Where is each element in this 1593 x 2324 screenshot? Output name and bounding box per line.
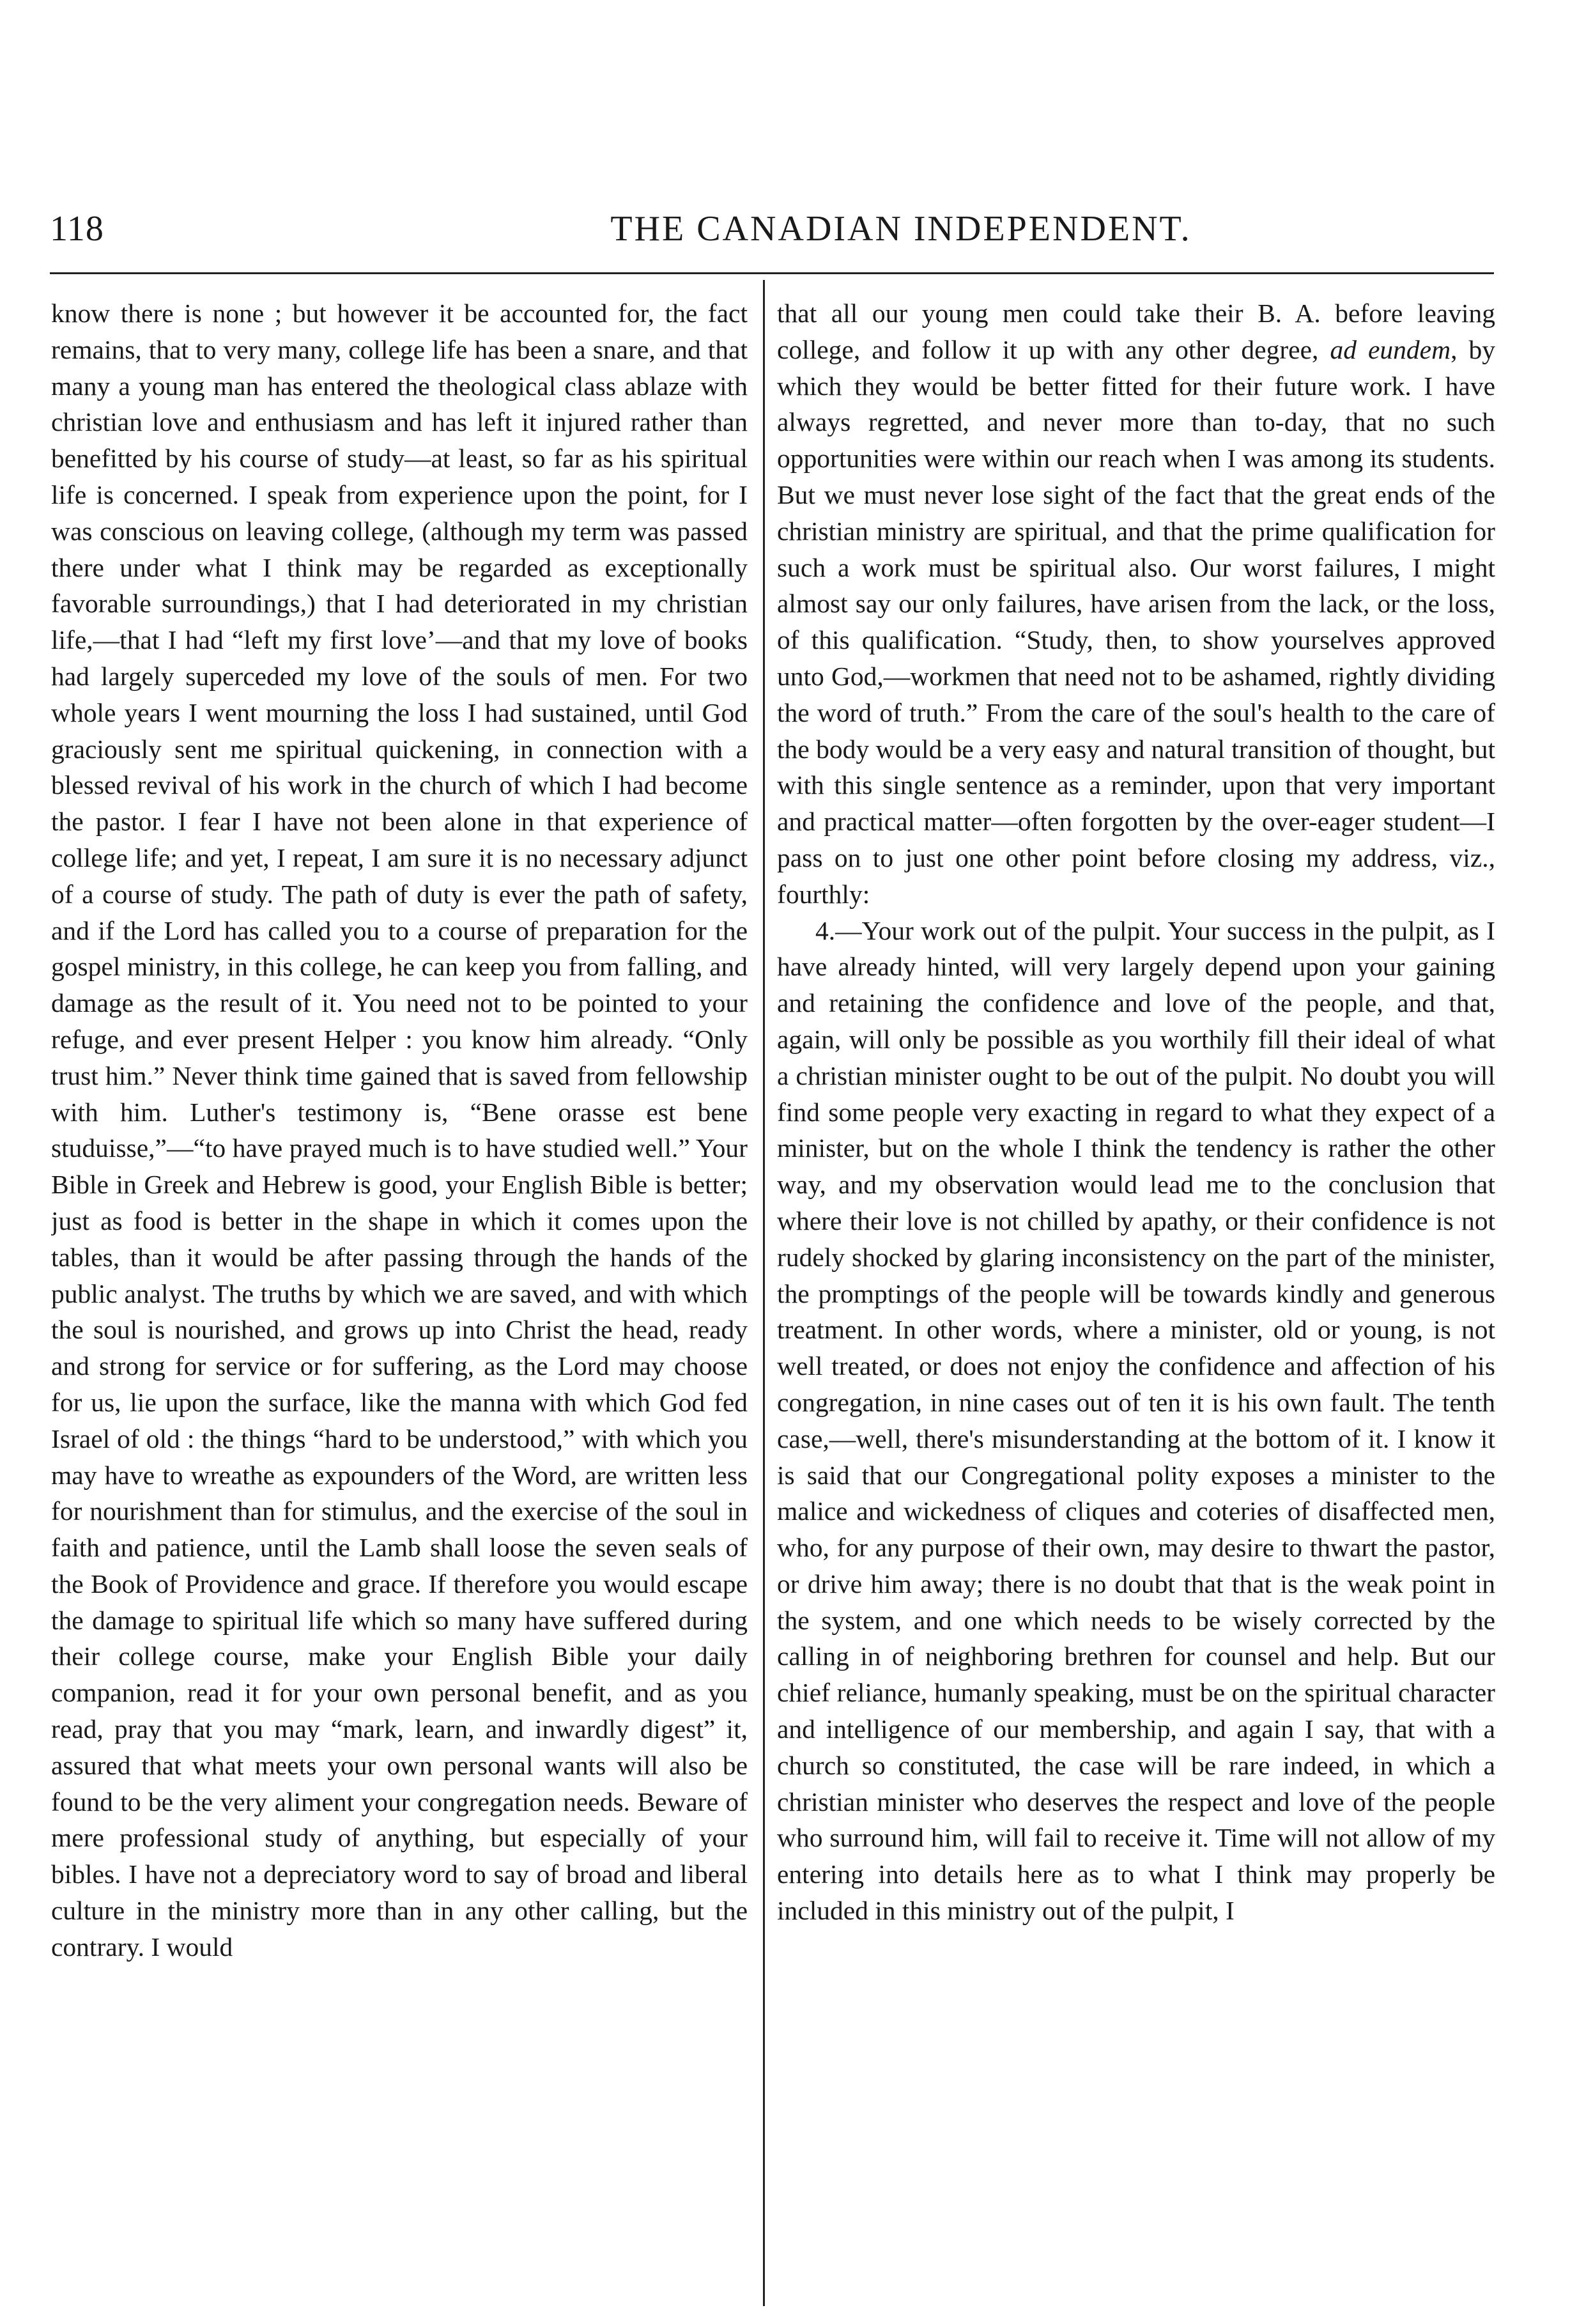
left-column-paragraph: know there is none ; but however it be accounted for, the fact remains, that to very many, college life has been a snare, and that many a young man has entered the theological class ablaze with christian love and enthusiasm and has left it injured rather than benefitted by his course of study—at least, so far as his spiritual life is concerned. I speak from experience upon the point, for I was conscious on leaving college, (although my term was passed there under what I think may be regarded as exceptionally favorable surroundings,) that I had deteriorated in my christian life,—that I had “left my first love’—and that my love of books had largely superceded my love of the souls of men. For two whole years I went mourning the loss I had sustained, until God graciously sent me spiritual quickening, in connection with a blessed revival of his work in the church of which I had become the pastor. I fear I have not been alone in that experience of college life; and yet, I repeat, I am sure it is no necessary adjunct of a course of study. The path of duty is ever the path of safety, and if the Lord has called you to a course of preparation for the gospel ministry, in this college, he can keep you from falling, and damage as the result of it. You need not to be pointed to your refuge, and ever present Helper : you know him already. “Only trust him.” Never think time gained that is saved from fellowship with him. Luther's testimony is, “Bene orasse est bene studuisse,”—“to have prayed much is to have studied well.” Your Bible in Greek and Hebrew is good, your English Bible is better; just as food is better in the shape in which it comes upon the tables, than it would be after passing through the hands of the public analyst. The truths by which we are saved, and with which the soul is nourished, and grows up into Christ the head, ready and strong for service or for suffering, as the Lord may choose for us, lie upon the surface, like the manna with which God fed Israel of old : the things “hard to be understood,” with which you may have to wreathe as expounders of the Word, are written less for nourishment than for stimulus, and the exercise of the soul in faith and patience, until the Lamb shall loose the seven seals of the Book of Providence and grace. If therefore you would escape the damage to spiritual life which so many have suffered during their college course, make your English Bible your daily companion, read it for your own personal benefit, and as you read, pray that you may “mark, learn, and inwardly digest” it, assured that what meets your own personal wants will also be found to be the very aliment your congregation needs. Beware of mere professional study of anything, but especially of your bibles. I have not a depreciatory word to say of broad and liberal culture in the ministry more than in any other calling, but the contrary. I would [51, 298, 748, 1962]
page-number: 118 [50, 209, 104, 249]
right-column-paragraph-1 [777, 295, 1495, 913]
column-divider [763, 280, 765, 2306]
header-rule [50, 272, 1494, 274]
left-column [51, 295, 748, 2309]
right-column-text-b: , by which they would be better fitted for their future work. I have always regretted, and never more than to-day, that no such opportunities were within our reach when I was among its students. But we must never lose sight of the fact that the great ends of the christian ministry are spiritual, and that the prime qualification for such a work must be spiritual also. Our worst failures, I might almost say our only failures, have arisen from the lack, or the loss, of this qualification. “Study, then, to show yourselves approved unto God,—workmen that need not to be ashamed, rightly dividing the word of truth.” From the care of the soul's health to the care of the body would be a very easy and natural transition of thought, but with this single sentence as a reminder, upon that very important and practical matter—often forgotten by the over-eager student—I pass on to just one other point before closing my address, viz., fourthly: [777, 334, 1495, 909]
right-column-text-a: that all our young men could take their B. A. before leaving college, and follow it up with any other degree, [777, 298, 1495, 364]
running-head-title: THE CANADIAN INDEPENDENT. [610, 209, 1192, 249]
right-column [777, 295, 1495, 2309]
right-column-paragraph-2: 4.—Your work out of the pulpit. Your success in the pulpit, as I have already hinted, will very largely depend upon your gaining and retaining the confidence and love of the people, and that, again, will only be possible as you worthily fill their ideal of what a christian minister ought to be out of the pulpit. No doubt you will find some people very exacting in regard to what they expect of a minister, but on the whole I think the tendency is rather the other way, and my observation would lead me to the conclusion that where their love is not chilled by apathy, or their confidence is not rudely shocked by glaring inconsistency on the part of the minister, the promptings of the people will be towards kindly and generous treatment. In other words, where a minister, old or young, is not well treated, or does not enjoy the confidence and affection of his congregation, in nine cases out of ten it is his own fault. The tenth case,—well, there's misunderstanding at the bottom of it. I know it is said that our Congregational polity exposes a minister to the malice and wickedness of cliques and coteries of disaffected men, who, for any purpose of their own, may desire to thwart the pastor, or drive him away; there is no doubt that that is the weak point in the system, and one which needs to be wisely corrected by the calling in of neighboring brethren for counsel and help. But our chief reliance, humanly speaking, must be on the spiritual character and intelligence of our membership, and again I say, that with a church so constituted, the case will be rare indeed, in which a christian minister who deserves the respect and love of the people who surround him, will fail to receive it. Time will not allow of my entering into details here as to what I think may properly be included in this ministry out of the pulpit, I [777, 915, 1495, 1926]
latin-phrase: ad eundem [1330, 334, 1451, 364]
